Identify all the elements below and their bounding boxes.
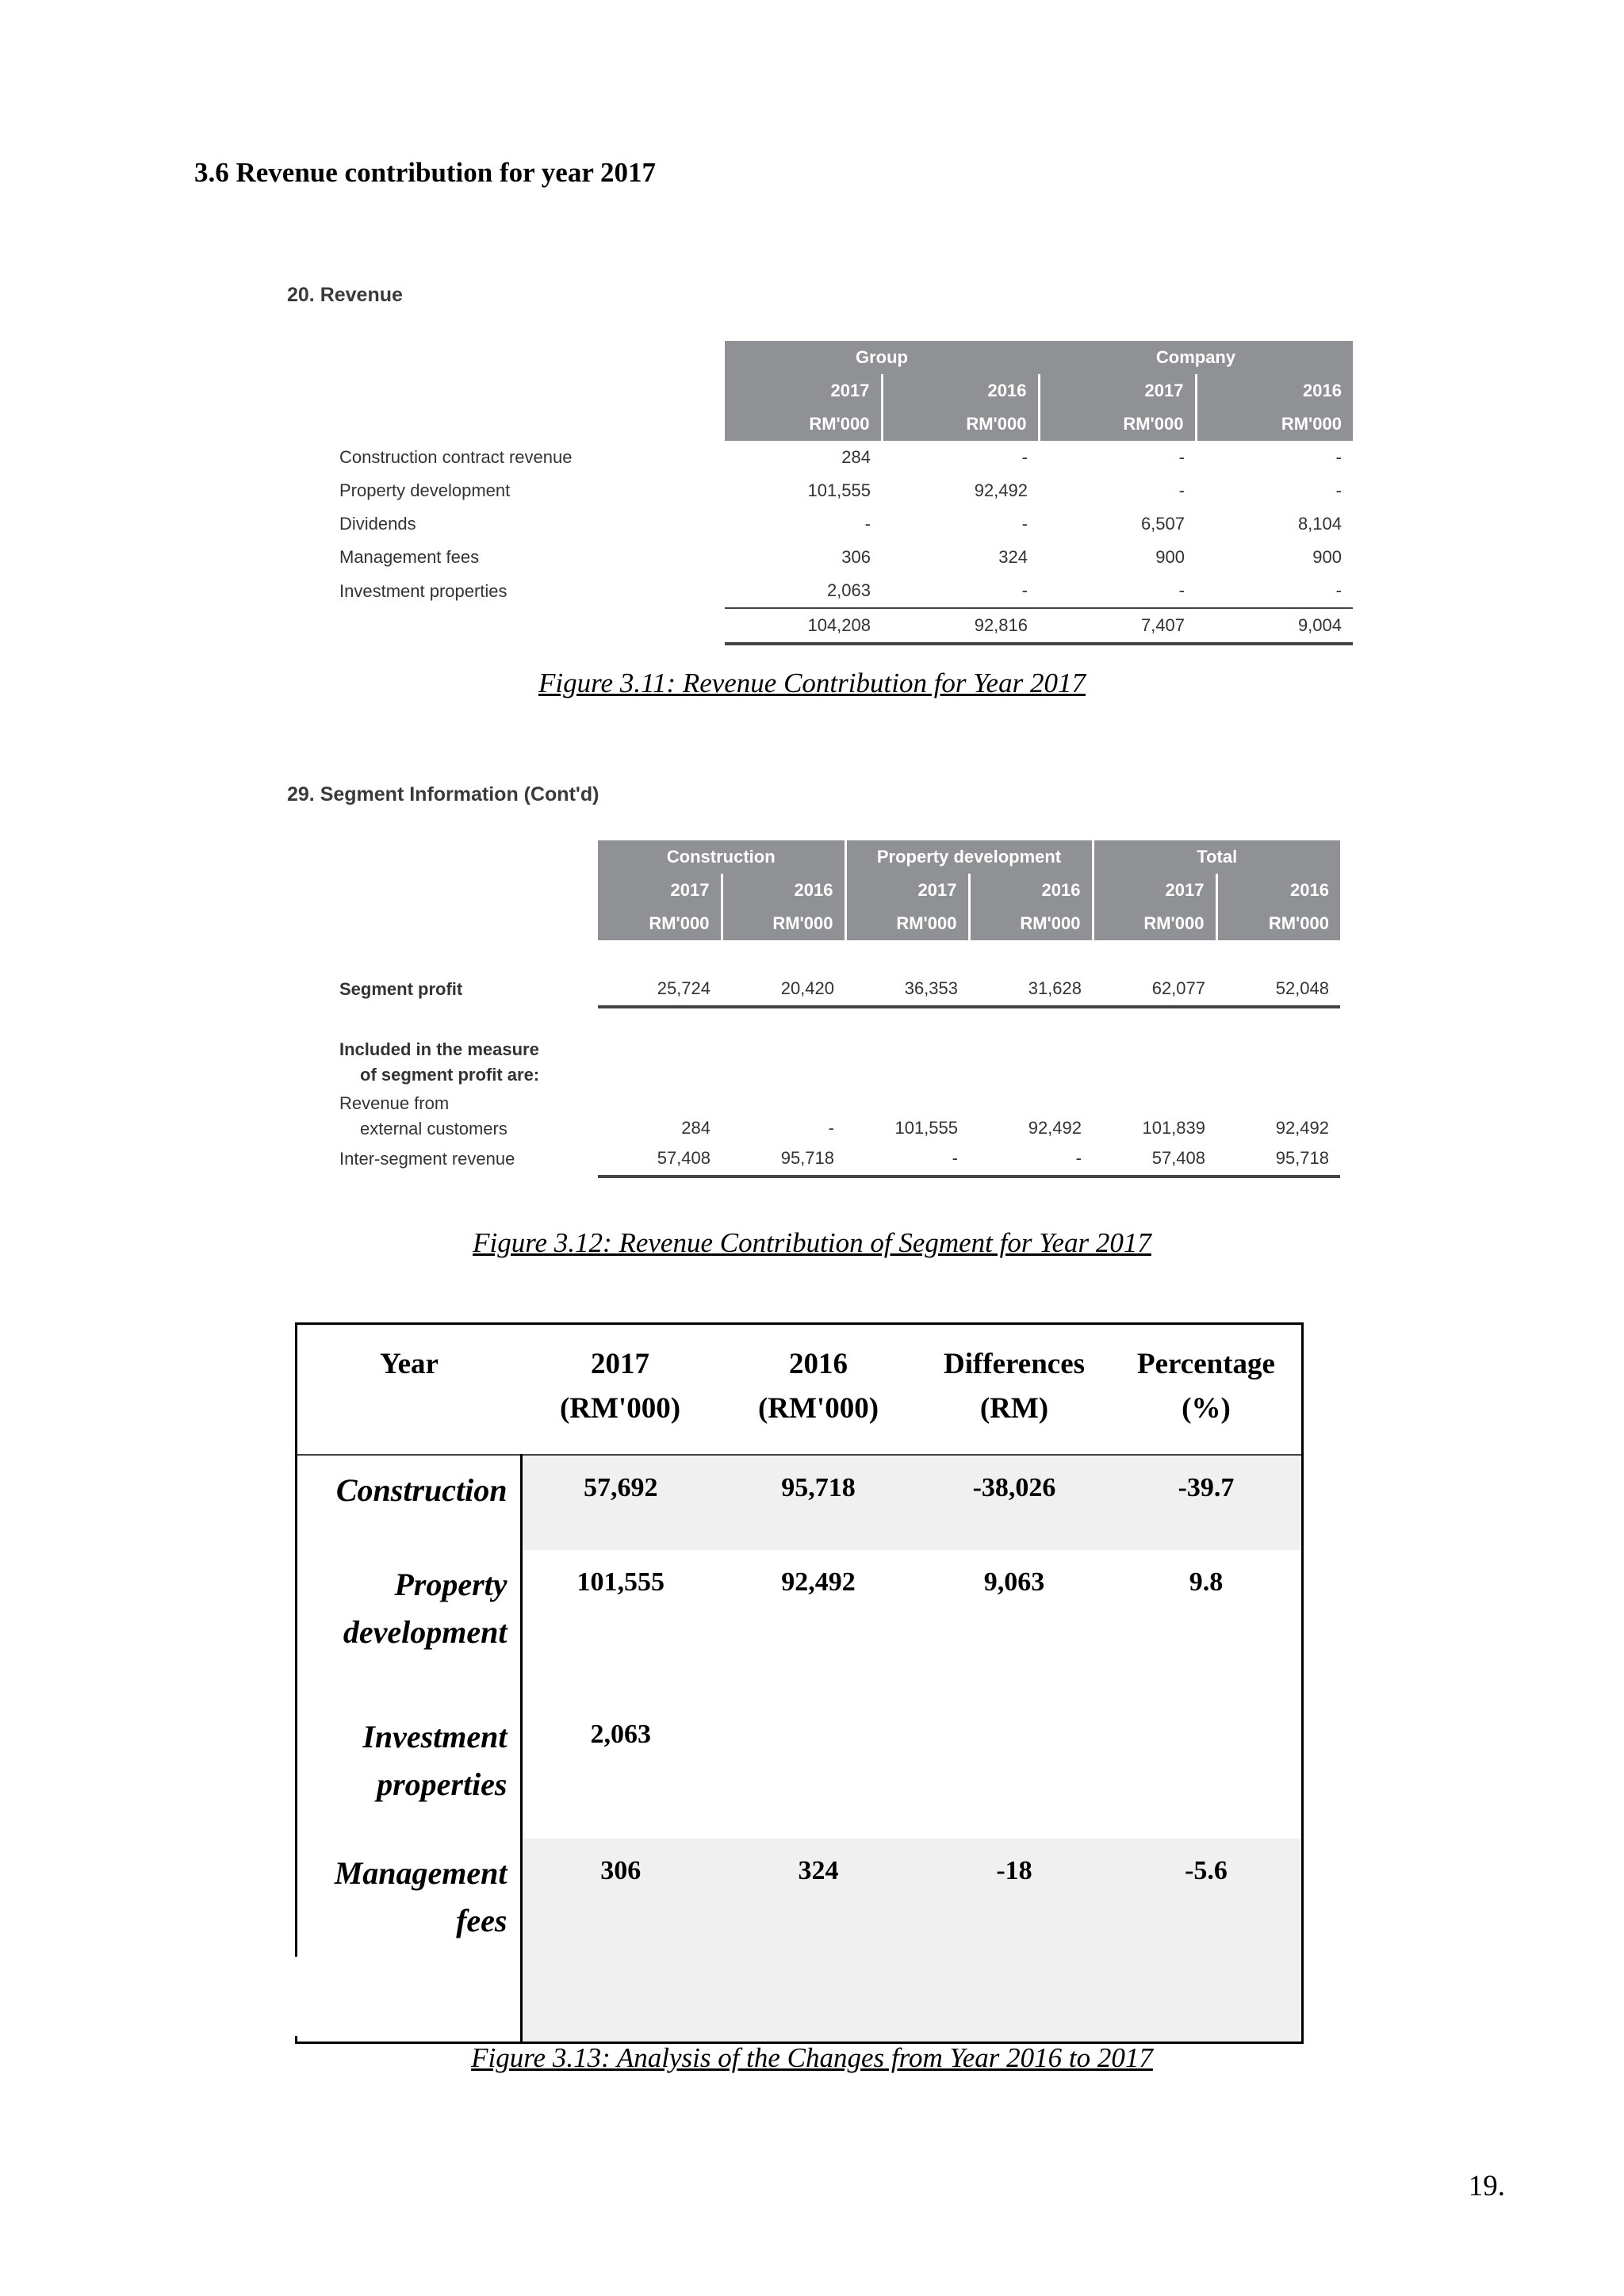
cell: 92,492 bbox=[1028, 1118, 1082, 1138]
cell: 306 bbox=[841, 547, 871, 567]
cell: 101,555 bbox=[894, 1118, 958, 1138]
header-2016: 2016 (RM'000) bbox=[757, 1348, 879, 1425]
row-label: Management fees bbox=[339, 547, 480, 567]
cell: 62,077 bbox=[1093, 972, 1216, 1007]
year-header: 2016 bbox=[969, 874, 1093, 907]
row-label: Inter-segment revenue bbox=[339, 1149, 515, 1169]
year-header: 2016 bbox=[1196, 374, 1353, 408]
revenue-row bbox=[339, 574, 1353, 608]
cell: 36,353 bbox=[845, 972, 969, 1007]
cell: - bbox=[1178, 580, 1185, 600]
figure-caption-3-11: Figure 3.11: Revenue Contribution for Year 2017 bbox=[538, 668, 1086, 698]
unit-header: RM'000 bbox=[845, 907, 969, 940]
year-header: 2017 bbox=[725, 374, 882, 408]
cell: 52,048 bbox=[1216, 972, 1340, 1007]
unit-header: RM'000 bbox=[1196, 408, 1353, 441]
cell: -39.7 bbox=[1111, 1455, 1301, 1550]
revenue-row bbox=[339, 474, 1353, 507]
row-label: Investment properties bbox=[339, 580, 508, 601]
inter-segment-row bbox=[339, 1142, 1340, 1177]
cell: - bbox=[828, 1118, 834, 1138]
cell bbox=[1111, 1702, 1301, 1839]
cell: 101,555 bbox=[576, 1567, 665, 1597]
year-header: 2016 bbox=[882, 374, 1039, 408]
unit-header: RM'000 bbox=[725, 408, 882, 441]
cell: 31,628 bbox=[969, 972, 1093, 1007]
header-percentage: Percentage (%) bbox=[1137, 1348, 1275, 1425]
cell: 57,692 bbox=[521, 1455, 719, 1550]
row-label: Construction contract revenue bbox=[339, 447, 573, 467]
cell: 8,104 bbox=[1297, 514, 1342, 534]
header-differences: Differences (RM) bbox=[943, 1348, 1086, 1425]
cell: 324 bbox=[719, 1839, 917, 2042]
total-cell: 9,004 bbox=[1196, 608, 1353, 644]
unit-header: RM'000 bbox=[882, 408, 1039, 441]
revenue-row bbox=[339, 507, 1353, 541]
unit-header: RM'000 bbox=[598, 907, 722, 940]
group-label: Group bbox=[725, 341, 1039, 374]
analysis-table bbox=[297, 1325, 1301, 2042]
total-cell: 92,816 bbox=[882, 608, 1039, 644]
cell: 95,718 bbox=[722, 1142, 845, 1177]
header-year: Year bbox=[380, 1348, 439, 1380]
analysis-row-construction bbox=[297, 1455, 1301, 1550]
row-label: Segment profit bbox=[339, 979, 463, 999]
cell: 57,408 bbox=[598, 1142, 722, 1177]
total-cell: 104,208 bbox=[725, 608, 882, 644]
cell: 2,063 bbox=[590, 1720, 651, 1749]
cell: 95,718 bbox=[719, 1455, 917, 1550]
row-label: Investment properties bbox=[297, 1702, 521, 1839]
cell: 101,555 bbox=[807, 480, 871, 500]
revenue-row bbox=[339, 541, 1353, 574]
row-label bbox=[339, 1089, 598, 1142]
figure-caption-3-13: Figure 3.13: Analysis of the Changes from Year 2016 to 2017 bbox=[471, 2042, 1153, 2073]
cell: 9.8 bbox=[1189, 1567, 1224, 1597]
year-header: 2017 bbox=[598, 874, 722, 907]
cell: 900 bbox=[1155, 547, 1185, 567]
revenue-header-years bbox=[339, 374, 1353, 408]
cell: - bbox=[864, 514, 871, 534]
cell: 900 bbox=[1312, 547, 1342, 567]
year-header: 2017 bbox=[1039, 374, 1196, 408]
header-2017: 2017 (RM'000) bbox=[559, 1348, 681, 1425]
cell bbox=[719, 1702, 917, 1839]
cell: - bbox=[1335, 480, 1342, 500]
revenue-row bbox=[339, 441, 1353, 474]
cell: 324 bbox=[998, 547, 1028, 567]
row-label: Property development bbox=[297, 1550, 521, 1702]
analysis-header-row bbox=[297, 1325, 1301, 1455]
included-note bbox=[339, 1037, 598, 1089]
figure-caption-3-12: Figure 3.12: Revenue Contribution of Segment for Year 2017 bbox=[473, 1227, 1151, 1258]
segment-header-years bbox=[339, 874, 1340, 907]
unit-header: RM'000 bbox=[1216, 907, 1340, 940]
cell: 25,724 bbox=[598, 972, 722, 1007]
revenue-table bbox=[339, 341, 1353, 645]
segment-profit-row bbox=[339, 972, 1340, 1007]
row-label: Management fees bbox=[297, 1839, 521, 2042]
cell: 306 bbox=[521, 1839, 719, 2042]
cell: 57,408 bbox=[1093, 1142, 1216, 1177]
cell: - bbox=[1021, 514, 1028, 534]
company-label: Company bbox=[1039, 341, 1353, 374]
cell: -5.6 bbox=[1111, 1839, 1301, 2042]
revenue-header-units bbox=[339, 408, 1353, 441]
row-label: Construction bbox=[297, 1455, 521, 1550]
cell: 95,718 bbox=[1216, 1142, 1340, 1177]
cell: 284 bbox=[681, 1118, 710, 1138]
segment-table bbox=[339, 840, 1340, 1178]
cell: - bbox=[1178, 447, 1185, 467]
year-header: 2017 bbox=[1093, 874, 1216, 907]
external-revenue-row bbox=[339, 1089, 1340, 1142]
cell: 92,492 bbox=[781, 1567, 856, 1597]
segment-group-label: Property development bbox=[845, 840, 1093, 874]
segment-heading: 29. Segment Information (Cont'd) bbox=[287, 783, 599, 806]
revenue-heading: 20. Revenue bbox=[287, 284, 403, 306]
total-cell: 7,407 bbox=[1039, 608, 1196, 644]
external-line: Revenue from bbox=[339, 1093, 450, 1113]
year-header: 2016 bbox=[1216, 874, 1340, 907]
revenue-total-row bbox=[339, 608, 1353, 644]
unit-header: RM'000 bbox=[969, 907, 1093, 940]
included-note-row bbox=[339, 1037, 1340, 1089]
segment-group-label: Construction bbox=[598, 840, 845, 874]
segment-header-group bbox=[339, 840, 1340, 874]
cell: 9,063 bbox=[983, 1567, 1045, 1597]
cell: -38,026 bbox=[917, 1455, 1111, 1550]
page-number: 19. bbox=[1468, 2170, 1505, 2202]
analysis-row-management bbox=[297, 1839, 1301, 2042]
cell: - bbox=[1335, 447, 1342, 467]
cell: 284 bbox=[841, 447, 871, 467]
included-line: Included in the measure bbox=[339, 1039, 539, 1059]
cell: - bbox=[1178, 480, 1185, 500]
cell: 2,063 bbox=[826, 580, 871, 600]
row-label: Dividends bbox=[339, 514, 416, 534]
external-line: external customers bbox=[360, 1119, 508, 1138]
analysis-row-property bbox=[297, 1550, 1301, 1702]
cell: 20,420 bbox=[722, 972, 845, 1007]
cell: - bbox=[1335, 580, 1342, 600]
cell: 6,507 bbox=[1140, 514, 1185, 534]
row-label: Property development bbox=[339, 480, 511, 500]
cell: 101,839 bbox=[1142, 1118, 1205, 1138]
cell: - bbox=[969, 1142, 1093, 1177]
cell: 92,492 bbox=[1275, 1118, 1329, 1138]
cell: -18 bbox=[917, 1839, 1111, 2042]
year-header: 2017 bbox=[845, 874, 969, 907]
included-line: of segment profit are: bbox=[360, 1065, 540, 1085]
cell bbox=[917, 1702, 1111, 1839]
unit-header: RM'000 bbox=[1039, 408, 1196, 441]
cell: - bbox=[845, 1142, 969, 1177]
revenue-header-group bbox=[339, 341, 1353, 374]
unit-header: RM'000 bbox=[722, 907, 845, 940]
cell: 92,492 bbox=[974, 480, 1028, 500]
segment-header-units bbox=[339, 907, 1340, 940]
cell: - bbox=[1021, 447, 1028, 467]
section-title: 3.6 Revenue contribution for year 2017 bbox=[194, 157, 656, 188]
segment-group-label: Total bbox=[1093, 840, 1340, 874]
year-header: 2016 bbox=[722, 874, 845, 907]
unit-header: RM'000 bbox=[1093, 907, 1216, 940]
analysis-row-investment bbox=[297, 1702, 1301, 1839]
cell: - bbox=[1021, 580, 1028, 600]
